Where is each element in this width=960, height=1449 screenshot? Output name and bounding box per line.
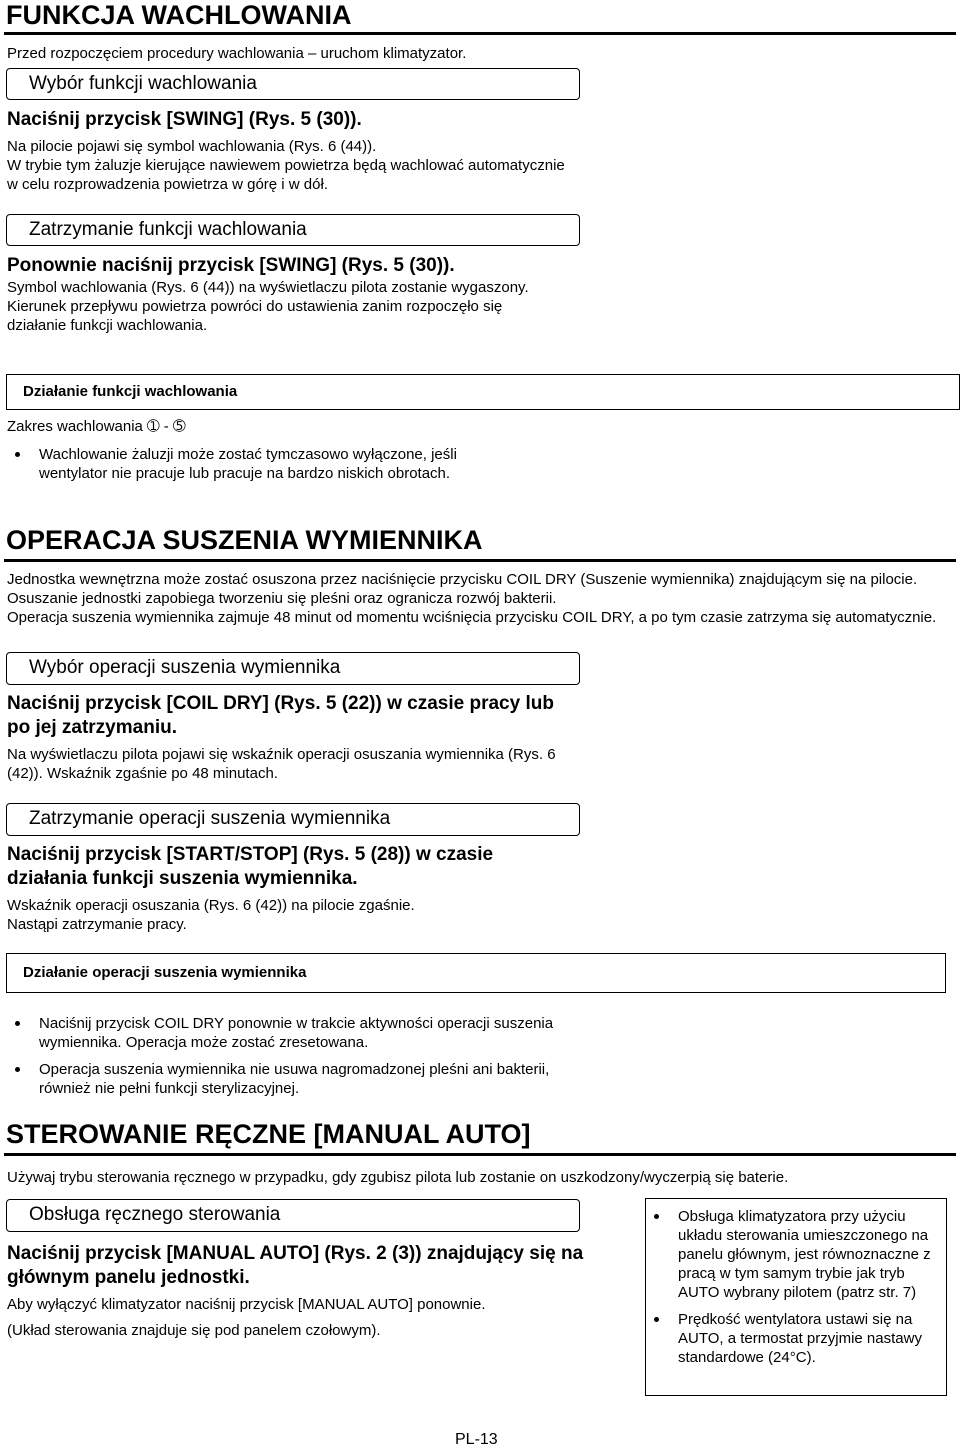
coil-dry-stop-instruction: Naciśnij przycisk [START/STOP] (Rys. 5 (28)) w czasie działania funkcji suszenia wymiennika. xyxy=(7,844,494,889)
swing-range: Zakres wachlowania ➀ - ➄ xyxy=(7,418,186,435)
swing-intro: Przed rozpoczęciem procedury wachlowania – uruchom klimatyzator. xyxy=(7,45,467,62)
section-divider xyxy=(4,32,956,35)
list-item: Prędkość wentylatora ustawi się na AUTO, a termostat przyjmie nastawy standardowe (24°C). xyxy=(646,1310,946,1367)
coil-dry-notes-list xyxy=(7,1014,557,1098)
subheading-coil-dry-stop: Zatrzymanie operacji suszenia wymiennika xyxy=(6,803,580,836)
manual-info-list xyxy=(646,1207,946,1367)
note-heading-swing: Działanie funkcji wachlowania xyxy=(6,374,960,410)
section-divider xyxy=(4,1153,956,1156)
list-item: Naciśnij przycisk COIL DRY ponownie w trakcie aktywności operacji suszenia wymiennika. Operacja może zostać zresetowana. xyxy=(7,1014,557,1052)
manual-text-location: (Układ sterowania znajduje się pod panelem czołowym). xyxy=(7,1322,381,1339)
subheading-coil-dry-select: Wybór operacji suszenia wymiennika xyxy=(6,652,580,685)
list-item: Obsługa klimatyzatora przy użyciu układu sterowania umieszczonego na panelu głównym, jest równoznaczne z pracą w tym samym trybie jak tryb AUTO wybrany pilotem (patrz str. 7) xyxy=(646,1207,946,1302)
swing-stop-text: Symbol wachlowania (Rys. 6 (44)) na wyświetlaczu pilota zostanie wygaszony. Kierunek przepływu powietrza powróci do ustawienia zanim rozpoczęło się działanie funkcji wachlowania. xyxy=(7,279,529,334)
swing-select-text: Na pilocie pojawi się symbol wachlowania (Rys. 6 (44)). W trybie tym żaluzje kierujące nawiewem powietrza będą wachlować automatycznie w celu rozprowadzenia powietrza w górę i w dół. xyxy=(7,138,565,193)
coil-dry-select-instruction: Naciśnij przycisk [COIL DRY] (Rys. 5 (22)) w czasie pracy lub po jej zatrzymaniu. xyxy=(7,693,554,738)
manual-instruction: Naciśnij przycisk [MANUAL AUTO] (Rys. 2 (3)) znajdujący się na głównym panelu jednostki. xyxy=(7,1243,584,1288)
coil-dry-stop-text: Wskaźnik operacji osuszania (Rys. 6 (42)) na pilocie zgaśnie. Nastąpi zatrzymanie pracy. xyxy=(7,897,415,933)
swing-select-instruction: Naciśnij przycisk [SWING] (Rys. 5 (30)). xyxy=(7,109,362,130)
subheading-manual: Obsługa ręcznego sterowania xyxy=(6,1199,580,1232)
list-item: Wachlowanie żaluzji może zostać tymczasowo wyłączone, jeśli wentylator nie pracuje lub pracuje na bardzo niskich obrotach. xyxy=(7,445,487,483)
note-heading-coil-dry: Działanie operacji suszenia wymiennika xyxy=(6,953,946,993)
subheading-swing-stop: Zatrzymanie funkcji wachlowania xyxy=(6,214,580,246)
manual-info-box xyxy=(645,1198,947,1396)
coil-dry-intro: Jednostka wewnętrzna może zostać osuszona przez naciśnięcie przycisku COIL DRY (Suszenie wymiennika) znajdującym się na pilocie. Osuszanie jednostki zapobiega tworzeniu się pleśni oraz ogranicza rozwój bakterii. Operacja suszenia wymiennika zajmuje 48 minut od momentu wciśnięcia przycisku COIL DRY, a po tym czasie zatrzyma się automatycznie. xyxy=(7,571,937,626)
section-title-swing: FUNKCJA WACHLOWANIA xyxy=(6,0,352,30)
section-title-coil-dry: OPERACJA SUSZENIA WYMIENNIKA xyxy=(6,525,483,555)
manual-intro: Używaj trybu sterowania ręcznego w przypadku, gdy zgubisz pilota lub zostanie on uszkodzony/wyczerpią się baterie. xyxy=(7,1169,789,1186)
swing-stop-instruction: Ponownie naciśnij przycisk [SWING] (Rys. 5 (30)). xyxy=(7,255,455,276)
manual-text-off: Aby wyłączyć klimatyzator naciśnij przycisk [MANUAL AUTO] ponownie. xyxy=(7,1296,486,1313)
coil-dry-select-text: Na wyświetlaczu pilota pojawi się wskaźnik operacji osuszania wymiennika (Rys. 6 (42)). Wskaźnik zgaśnie po 48 minutach. xyxy=(7,746,556,782)
section-title-manual: STEROWANIE RĘCZNE [MANUAL AUTO] xyxy=(6,1119,531,1149)
list-item: Operacja suszenia wymiennika nie usuwa nagromadzonej pleśni ani bakterii, również nie pełni funkcji sterylizacyjnej. xyxy=(7,1060,557,1098)
subheading-swing-select: Wybór funkcji wachlowania xyxy=(6,68,580,100)
page-number: PL-13 xyxy=(455,1431,498,1448)
swing-notes-list xyxy=(7,445,487,483)
section-divider xyxy=(4,559,956,562)
